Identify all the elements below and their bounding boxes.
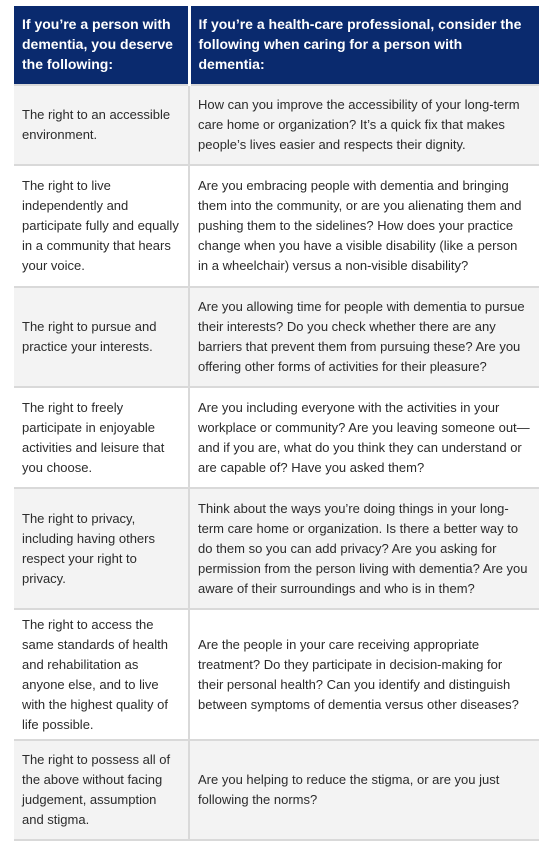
table-row (14, 287, 539, 387)
consider-cell: How can you improve the accessibility of your long-term care home or organization? It’s a quick fix that makes people’s lives easier and respects their dignity. (189, 85, 539, 165)
rights-table-container (14, 6, 539, 841)
right-cell: The right to possess all of the above without facing judgement, assumption and stigma. (14, 740, 189, 840)
consider-cell: Are you allowing time for people with dementia to pursue their interests? Do you check whether there are any barriers that prevent them from pursuing these? Are you offering other forms of activities for their pleasure? (189, 287, 539, 387)
table-row (14, 488, 539, 609)
right-cell: The right to access the same standards of health and rehabilitation as anyone else, and to live with the highest quality of life possible. (14, 609, 189, 740)
right-cell: The right to privacy, including having others respect your right to privacy. (14, 488, 189, 609)
right-cell: The right to live independently and participate fully and equally in a community that hears your voice. (14, 165, 189, 287)
header-person-with-dementia: If you’re a person with dementia, you deserve the following: (14, 6, 189, 85)
header-row (14, 6, 539, 85)
consider-cell: Are the people in your care receiving appropriate treatment? Do they participate in decision-making for their personal health? Can you identify and distinguish between symptoms of dementia versus other diseases? (189, 609, 539, 740)
table-row (14, 85, 539, 165)
right-cell: The right to an accessible environment. (14, 85, 189, 165)
table-row (14, 740, 539, 840)
consider-cell: Are you embracing people with dementia and bringing them into the community, or are you alienating them and pushing them to the sidelines? How does your practice change when you have a visible disability (like a person in a wheelchair) versus a non-visible disability? (189, 165, 539, 287)
table-row (14, 387, 539, 488)
right-cell: The right to freely participate in enjoyable activities and leisure that you choose. (14, 387, 189, 488)
rights-table (14, 6, 539, 841)
header-health-care-professional: If you’re a health-care professional, consider the following when caring for a person with dementia: (189, 6, 539, 85)
consider-cell: Think about the ways you’re doing things in your long-term care home or organization. Is there a better way to do them so you can add privacy? Are you asking for permission from the person living with dementia? Are you aware of their surroundings and who is in them? (189, 488, 539, 609)
table-row (14, 165, 539, 287)
table-row (14, 609, 539, 740)
consider-cell: Are you helping to reduce the stigma, or are you just following the norms? (189, 740, 539, 840)
consider-cell: Are you including everyone with the activities in your workplace or community? Are you leaving someone out—and if you are, what do you think they can understand or are capable of? Have you asked them? (189, 387, 539, 488)
right-cell: The right to pursue and practice your interests. (14, 287, 189, 387)
